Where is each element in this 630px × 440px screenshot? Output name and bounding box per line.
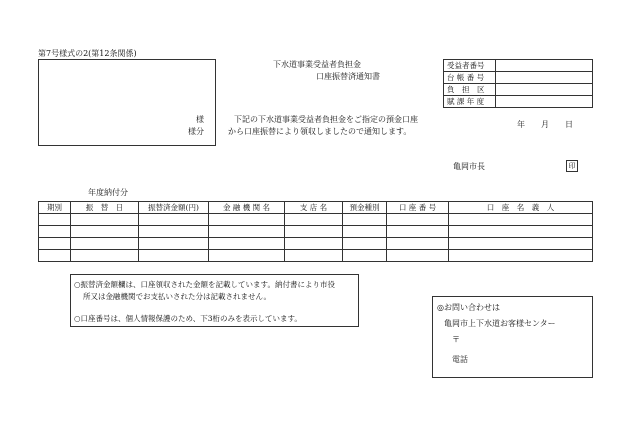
address-sama-bun: 様分: [188, 127, 204, 136]
info-value: [496, 60, 593, 72]
table-row: [39, 238, 593, 250]
info-label: 賦 課 年 度: [444, 96, 496, 108]
notice-line1: 下記の下水道事業受益者負担金をご指定の預金口座: [234, 115, 418, 124]
contact-org: 亀岡市上下水道お客様センター: [444, 319, 556, 328]
date-month: 月: [541, 120, 549, 129]
column-header: 口 座 名 義 人: [449, 202, 593, 214]
table-cell: [387, 238, 449, 250]
table-row: [39, 214, 593, 226]
table-cell: [343, 226, 387, 238]
column-header: 期別: [39, 202, 71, 214]
info-table: [443, 59, 593, 108]
column-header: 口 座 番 号: [387, 202, 449, 214]
info-value: [496, 96, 593, 108]
issuer-name: 亀岡市長: [453, 162, 485, 171]
date-year: 年: [517, 120, 525, 129]
table-cell: [139, 250, 209, 262]
table-cell: [343, 250, 387, 262]
info-label: 負 担 区: [444, 84, 496, 96]
table-cell: [71, 226, 139, 238]
info-label: 台 帳 番 号: [444, 72, 496, 84]
note2: ○口座番号は、個人情報保護のため、下3桁のみを表示しています。: [74, 314, 302, 323]
column-header: 金 融 機 関 名: [209, 202, 285, 214]
table-cell: [209, 238, 285, 250]
address-sama: 様: [196, 115, 204, 124]
table-cell: [285, 226, 343, 238]
info-value: [496, 84, 593, 96]
table-cell: [285, 238, 343, 250]
contact-heading: ◎お問い合わせは: [437, 303, 500, 312]
fiscal-year-label: 年度納付分: [88, 188, 128, 197]
notice-line2: から口座振替により領収しましたので通知します。: [228, 127, 412, 136]
table-cell: [139, 214, 209, 226]
info-value: [496, 72, 593, 84]
payment-table: [38, 201, 593, 262]
table-cell: [209, 214, 285, 226]
date-day: 日: [565, 120, 573, 129]
table-cell: [39, 226, 71, 238]
document-title-line1: 下水道事業受益者負担金: [273, 60, 361, 69]
table-cell: [285, 214, 343, 226]
table-cell: [343, 238, 387, 250]
table-cell: [285, 250, 343, 262]
table-cell: [387, 226, 449, 238]
table-row: [39, 250, 593, 262]
table-cell: [387, 214, 449, 226]
table-cell: [71, 250, 139, 262]
table-cell: [39, 238, 71, 250]
column-header: 振 替 日: [71, 202, 139, 214]
column-header: 支 店 名: [285, 202, 343, 214]
table-cell: [71, 238, 139, 250]
info-label: 受益者番号: [444, 60, 496, 72]
contact-postal: 〒: [452, 335, 460, 344]
table-row: [39, 226, 593, 238]
table-cell: [449, 226, 593, 238]
form-id: 第7号様式の2(第12条関係): [38, 49, 137, 58]
table-cell: [343, 214, 387, 226]
contact-phone: 電話: [452, 355, 468, 364]
seal-stamp: 印: [566, 160, 578, 172]
table-cell: [39, 250, 71, 262]
document-title-line2: 口座振替済通知書: [316, 72, 380, 81]
table-cell: [209, 250, 285, 262]
table-cell: [387, 250, 449, 262]
table-cell: [449, 238, 593, 250]
column-header: 振替済金額(円): [139, 202, 209, 214]
table-cell: [71, 214, 139, 226]
table-cell: [449, 250, 593, 262]
table-cell: [449, 214, 593, 226]
column-header: 預金種別: [343, 202, 387, 214]
table-cell: [39, 214, 71, 226]
table-cell: [139, 238, 209, 250]
note1-line1: ○振替済金額欄は、口座領収された金額を記載しています。納付書により市役: [74, 280, 335, 289]
note1-line2: 所又は金融機関でお支払いされた分は記載されません。: [83, 292, 271, 301]
table-cell: [139, 226, 209, 238]
table-cell: [209, 226, 285, 238]
